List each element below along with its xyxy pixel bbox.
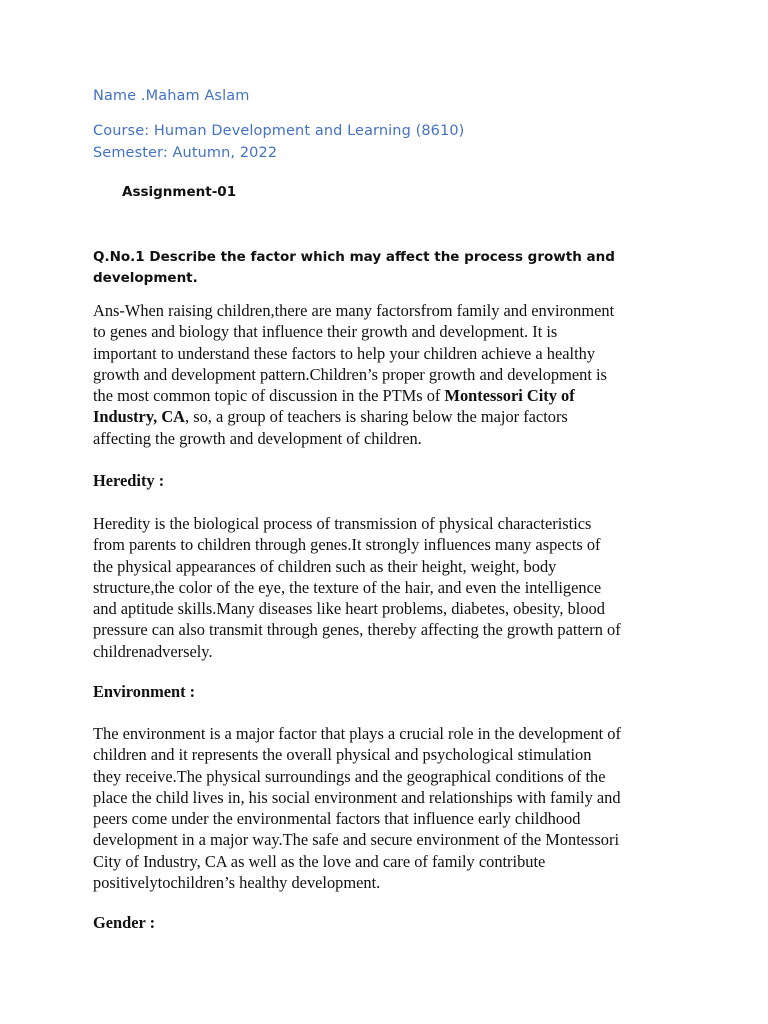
assignment-title: Assignment-01: [122, 184, 237, 200]
environment-line: City of Industry, CA as well as the love and care of family contribute: [93, 851, 546, 871]
answer-text: , so, a group of teachers is sharing below the major factors: [185, 407, 568, 427]
heredity-line: the physical appearances of children such as their height, weight, body: [93, 556, 557, 576]
heredity-line: from parents to children through genes.It strongly influences many aspects of: [93, 535, 601, 555]
school-location: Industry, CA: [93, 407, 185, 427]
gender-heading: Gender :: [93, 913, 156, 932]
answer-line: to genes and biology that influence their growth and development. It is: [93, 322, 558, 342]
question-line-2: development.: [93, 270, 198, 286]
answer-line: important to understand these factors to help your children achieve a healthy: [93, 343, 596, 363]
environment-line: The environment is a major factor that plays a crucial role in the development of: [93, 724, 621, 743]
heredity-line: pressure can also transmit through genes, thereby affecting the growth pattern of: [93, 620, 621, 640]
environment-heading: Environment :: [93, 682, 196, 701]
answer-text: the most common topic of discussion in the PTMs of: [93, 386, 445, 406]
environment-line: they receive.The physical surroundings and the geographical conditions of the: [93, 766, 606, 786]
question-line-1: Q.No.1 Describe the factor which may affect the process growth and: [93, 249, 615, 265]
environment-line: peers come under the environmental factors that influence early childhood: [93, 809, 581, 829]
answer-line: [93, 385, 693, 406]
student-name: Name .Maham Aslam: [93, 88, 250, 104]
question-heading: [93, 247, 693, 289]
environment-line: positivelytochildren’s healthy development.: [93, 873, 381, 893]
heredity-line: childrenadversely.: [93, 641, 213, 661]
school-name: Montessori City of: [444, 386, 575, 406]
heredity-line: Heredity is the biological process of transmission of physical characteristics: [93, 514, 592, 533]
environment-line: place the child lives in, his social environment and relationships with family and: [93, 787, 621, 807]
answer-line: affecting the growth and development of children.: [93, 428, 422, 448]
environment-line: children and it represents the overall physical and psychological stimulation: [93, 745, 592, 765]
answer-line: [93, 406, 693, 427]
heredity-line: structure,the color of the eye, the texture of the hair, and even the intelligence: [93, 577, 602, 597]
heredity-paragraph: [93, 513, 693, 662]
semester: Semester: Autumn, 2022: [93, 145, 278, 161]
answer-paragraph: [93, 300, 693, 449]
heredity-heading: Heredity :: [93, 471, 165, 490]
environment-paragraph: [93, 723, 693, 893]
course-block: [93, 120, 464, 164]
heredity-line: and aptitude skills.Many diseases like heart problems, diabetes, obesity, blood: [93, 599, 605, 619]
environment-line: development in a major way.The safe and secure environment of the Montessori: [93, 830, 619, 850]
answer-line: growth and development pattern.Children’s proper growth and development is: [93, 364, 607, 384]
course-title: Course: Human Development and Learning (8610): [93, 123, 465, 139]
answer-line: Ans-When raising children,there are many factorsfrom family and environment: [93, 301, 615, 320]
